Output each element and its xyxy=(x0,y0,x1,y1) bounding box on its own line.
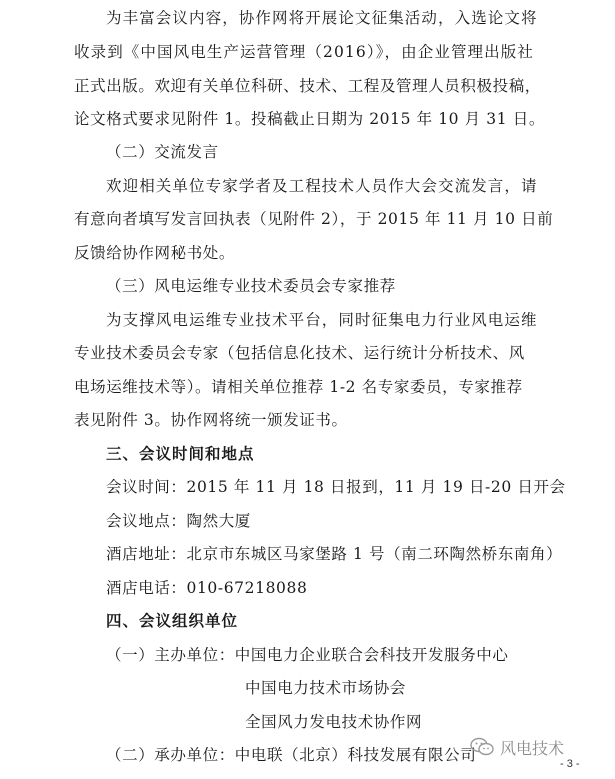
section-heading: 三、会议时间和地点 xyxy=(106,444,255,463)
paragraph-line: 会议时间：2015 年 11 月 18 日报到，11 月 19 日-20 日开会 xyxy=(106,478,566,496)
paragraph-line: 会议地点：陶然大厦 xyxy=(106,512,251,530)
paragraph-line: 欢迎相关单位专家学者及工程技术人员作大会交流发言，请 xyxy=(106,177,538,195)
paragraph-line: 有意向者填写发言回执表（见附件 2），于 2015 年 11 月 10 日前 xyxy=(74,210,554,228)
paragraph-line: 全国风力发电技术协作网 xyxy=(245,713,423,731)
paragraph-line: 论文格式要求见附件 1。投稿截止日期为 2015 年 10 月 31 日。 xyxy=(74,110,545,128)
paragraph-line: 中国电力技术市场协会 xyxy=(245,679,407,697)
watermark xyxy=(470,734,564,760)
paragraph-line: 反馈给协作网秘书处。 xyxy=(74,244,236,262)
wechat-icon xyxy=(470,737,494,757)
page-number: - 3 - xyxy=(560,758,580,770)
paragraph-line: 正式出版。欢迎有关单位科研、技术、工程及管理人员积极投稿， xyxy=(74,77,541,95)
paragraph-line: 表见附件 3。协作网将统一颁发证书。 xyxy=(74,411,348,429)
paragraph-line: 为丰富会议内容，协作网将开展论文征集活动，入选论文将 xyxy=(106,9,538,27)
section-heading: 四、会议组织单位 xyxy=(106,611,239,630)
section-heading: （二）交流发言 xyxy=(106,143,219,161)
paragraph-line: （一）主办单位：中国电力企业联合会科技开发服务中心 xyxy=(106,646,509,664)
paragraph-line: 酒店地址：北京市东城区马家堡路 1 号（南二环陶然桥东南角） xyxy=(106,545,563,563)
watermark-text: 风电技术 xyxy=(500,738,565,758)
paragraph-line: 电场运维技术等）。请相关单位推荐 1-2 名专家委员，专家推荐 xyxy=(74,378,523,396)
paragraph-line: 收录到《中国风电生产运营管理（2016）》，由企业管理出版社 xyxy=(74,43,534,61)
paragraph-line: 专业技术委员会专家（包括信息化技术、运行统计分析技术、风 xyxy=(74,344,525,362)
section-heading: （三）风电运维专业技术委员会专家推荐 xyxy=(106,277,396,295)
paragraph-line: 为支撑风电运维专业技术平台，同时征集电力行业风电运维 xyxy=(106,311,538,329)
paragraph-line: （二）承办单位：中电联（北京）科技发展有限公司 xyxy=(106,746,477,764)
paragraph-line: 酒店电话：010-67218088 xyxy=(106,579,308,597)
